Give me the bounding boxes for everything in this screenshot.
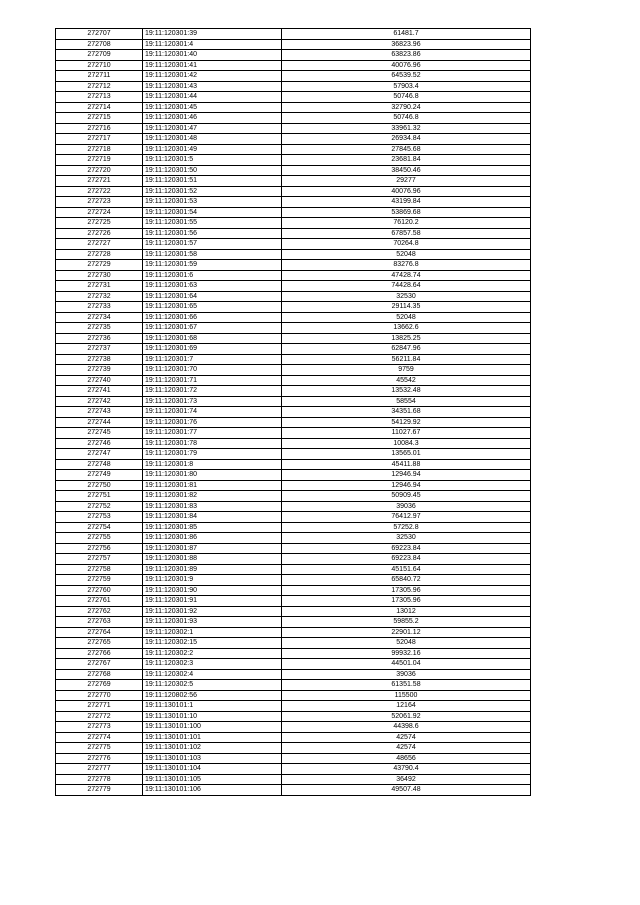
- table-row: [56, 92, 531, 103]
- cadastral-number-cell: 19:11:120301:9: [143, 575, 282, 586]
- row-id-cell: 272776: [56, 753, 143, 764]
- row-id-cell: 272718: [56, 144, 143, 155]
- table-row: [56, 438, 531, 449]
- row-id-cell: 272767: [56, 659, 143, 670]
- cadastral-number-cell: 19:11:120301:77: [143, 428, 282, 439]
- row-id-cell: 272721: [56, 176, 143, 187]
- cadastral-number-cell: 19:11:130101:1: [143, 701, 282, 712]
- cadastral-number-cell: 19:11:120301:82: [143, 491, 282, 502]
- cadastral-number-cell: 19:11:120301:7: [143, 354, 282, 365]
- value-cell: 33961.32: [282, 123, 531, 134]
- cadastral-number-cell: 19:11:120302:5: [143, 680, 282, 691]
- cadastral-number-cell: 19:11:120301:64: [143, 291, 282, 302]
- row-id-cell: 272775: [56, 743, 143, 754]
- value-cell: 13012: [282, 606, 531, 617]
- row-id-cell: 272756: [56, 543, 143, 554]
- table-row: [56, 470, 531, 481]
- row-id-cell: 272732: [56, 291, 143, 302]
- cadastral-number-cell: 19:11:120301:39: [143, 29, 282, 40]
- row-id-cell: 272755: [56, 533, 143, 544]
- row-id-cell: 272771: [56, 701, 143, 712]
- value-cell: 12164: [282, 701, 531, 712]
- cadastral-number-cell: 19:11:120301:73: [143, 396, 282, 407]
- cadastral-number-cell: 19:11:120301:89: [143, 564, 282, 575]
- value-cell: 69223.84: [282, 543, 531, 554]
- cadastral-number-cell: 19:11:130101:101: [143, 732, 282, 743]
- value-cell: 58554: [282, 396, 531, 407]
- value-cell: 23681.84: [282, 155, 531, 166]
- cadastral-number-cell: 19:11:120301:85: [143, 522, 282, 533]
- table-row: [56, 218, 531, 229]
- cadastral-number-cell: 19:11:120301:53: [143, 197, 282, 208]
- cadastral-number-cell: 19:11:120301:58: [143, 249, 282, 260]
- value-cell: 42574: [282, 732, 531, 743]
- value-cell: 52048: [282, 638, 531, 649]
- table-row: [56, 501, 531, 512]
- cadastral-number-cell: 19:11:120301:72: [143, 386, 282, 397]
- table-row: [56, 155, 531, 166]
- cadastral-number-cell: 19:11:120301:6: [143, 270, 282, 281]
- row-id-cell: 272739: [56, 365, 143, 376]
- cadastral-number-cell: 19:11:120301:52: [143, 186, 282, 197]
- table-row: [56, 29, 531, 40]
- value-cell: 26934.84: [282, 134, 531, 145]
- table-row: [56, 764, 531, 775]
- value-cell: 49507.48: [282, 785, 531, 796]
- table-row: [56, 249, 531, 260]
- value-cell: 45411.88: [282, 459, 531, 470]
- table-row: [56, 554, 531, 565]
- value-cell: 45542: [282, 375, 531, 386]
- value-cell: 57903.4: [282, 81, 531, 92]
- value-cell: 69223.84: [282, 554, 531, 565]
- cadastral-number-cell: 19:11:120301:65: [143, 302, 282, 313]
- table-row: [56, 323, 531, 334]
- table-row: [56, 102, 531, 113]
- cadastral-value-table: [55, 28, 531, 796]
- row-id-cell: 272778: [56, 774, 143, 785]
- row-id-cell: 272752: [56, 501, 143, 512]
- row-id-cell: 272723: [56, 197, 143, 208]
- row-id-cell: 272722: [56, 186, 143, 197]
- table-row: [56, 71, 531, 82]
- table-row: [56, 606, 531, 617]
- row-id-cell: 272717: [56, 134, 143, 145]
- cadastral-number-cell: 19:11:120301:51: [143, 176, 282, 187]
- cadastral-number-cell: 19:11:120301:49: [143, 144, 282, 155]
- cadastral-number-cell: 19:11:120301:56: [143, 228, 282, 239]
- row-id-cell: 272724: [56, 207, 143, 218]
- table-row: [56, 375, 531, 386]
- cadastral-number-cell: 19:11:120301:93: [143, 617, 282, 628]
- cadastral-number-cell: 19:11:120301:57: [143, 239, 282, 250]
- row-id-cell: 272751: [56, 491, 143, 502]
- table-row: [56, 669, 531, 680]
- table-row: [56, 81, 531, 92]
- row-id-cell: 272768: [56, 669, 143, 680]
- cadastral-number-cell: 19:11:120301:55: [143, 218, 282, 229]
- value-cell: 45151.64: [282, 564, 531, 575]
- row-id-cell: 272766: [56, 648, 143, 659]
- cadastral-number-cell: 19:11:120301:84: [143, 512, 282, 523]
- table-row: [56, 428, 531, 439]
- table-row: [56, 491, 531, 502]
- row-id-cell: 272753: [56, 512, 143, 523]
- row-id-cell: 272737: [56, 344, 143, 355]
- value-cell: 115500: [282, 690, 531, 701]
- row-id-cell: 272760: [56, 585, 143, 596]
- cadastral-number-cell: 19:11:120301:66: [143, 312, 282, 323]
- value-cell: 52048: [282, 312, 531, 323]
- row-id-cell: 272741: [56, 386, 143, 397]
- value-cell: 65840.72: [282, 575, 531, 586]
- cadastral-number-cell: 19:11:120301:47: [143, 123, 282, 134]
- cadastral-number-cell: 19:11:120301:80: [143, 470, 282, 481]
- row-id-cell: 272764: [56, 627, 143, 638]
- value-cell: 36492: [282, 774, 531, 785]
- value-cell: 63823.86: [282, 50, 531, 61]
- value-cell: 13532.48: [282, 386, 531, 397]
- table-row: [56, 459, 531, 470]
- cadastral-number-cell: 19:11:130101:100: [143, 722, 282, 733]
- row-id-cell: 272712: [56, 81, 143, 92]
- cadastral-number-cell: 19:11:120301:46: [143, 113, 282, 124]
- row-id-cell: 272770: [56, 690, 143, 701]
- row-id-cell: 272733: [56, 302, 143, 313]
- cadastral-number-cell: 19:11:130101:10: [143, 711, 282, 722]
- value-cell: 17305.96: [282, 585, 531, 596]
- value-cell: 62847.96: [282, 344, 531, 355]
- value-cell: 47428.74: [282, 270, 531, 281]
- cadastral-number-cell: 19:11:120301:88: [143, 554, 282, 565]
- row-id-cell: 272713: [56, 92, 143, 103]
- value-cell: 12946.94: [282, 470, 531, 481]
- value-cell: 83276.8: [282, 260, 531, 271]
- value-cell: 42574: [282, 743, 531, 754]
- cadastral-number-cell: 19:11:120301:76: [143, 417, 282, 428]
- table-row: [56, 711, 531, 722]
- value-cell: 39036: [282, 669, 531, 680]
- value-cell: 76120.2: [282, 218, 531, 229]
- row-id-cell: 272749: [56, 470, 143, 481]
- row-id-cell: 272769: [56, 680, 143, 691]
- table-row: [56, 407, 531, 418]
- table-row: [56, 123, 531, 134]
- table-row: [56, 60, 531, 71]
- value-cell: 40076.96: [282, 186, 531, 197]
- row-id-cell: 272772: [56, 711, 143, 722]
- value-cell: 9759: [282, 365, 531, 376]
- row-id-cell: 272746: [56, 438, 143, 449]
- value-cell: 43199.84: [282, 197, 531, 208]
- value-cell: 40076.96: [282, 60, 531, 71]
- table-row: [56, 533, 531, 544]
- value-cell: 76412.97: [282, 512, 531, 523]
- table-row: [56, 564, 531, 575]
- row-id-cell: 272774: [56, 732, 143, 743]
- cadastral-number-cell: 19:11:120301:42: [143, 71, 282, 82]
- cadastral-number-cell: 19:11:120301:44: [143, 92, 282, 103]
- table-row: [56, 197, 531, 208]
- value-cell: 61481.7: [282, 29, 531, 40]
- row-id-cell: 272754: [56, 522, 143, 533]
- value-cell: 10084.3: [282, 438, 531, 449]
- row-id-cell: 272719: [56, 155, 143, 166]
- table-row: [56, 270, 531, 281]
- table-row: [56, 701, 531, 712]
- value-cell: 50746.8: [282, 92, 531, 103]
- cadastral-number-cell: 19:11:120301:45: [143, 102, 282, 113]
- table-row: [56, 617, 531, 628]
- row-id-cell: 272707: [56, 29, 143, 40]
- cadastral-number-cell: 19:11:120301:69: [143, 344, 282, 355]
- cadastral-number-cell: 19:11:120301:79: [143, 449, 282, 460]
- row-id-cell: 272738: [56, 354, 143, 365]
- cadastral-number-cell: 19:11:120302:2: [143, 648, 282, 659]
- cadastral-number-cell: 19:11:120301:59: [143, 260, 282, 271]
- table-row: [56, 50, 531, 61]
- table-row: [56, 312, 531, 323]
- value-cell: 32530: [282, 291, 531, 302]
- cadastral-number-cell: 19:11:120802:56: [143, 690, 282, 701]
- row-id-cell: 272735: [56, 323, 143, 334]
- cadastral-number-cell: 19:11:120301:87: [143, 543, 282, 554]
- table-row: [56, 365, 531, 376]
- cadastral-number-cell: 19:11:130101:104: [143, 764, 282, 775]
- cadastral-number-cell: 19:11:120301:74: [143, 407, 282, 418]
- row-id-cell: 272708: [56, 39, 143, 50]
- table-row: [56, 596, 531, 607]
- value-cell: 70264.8: [282, 239, 531, 250]
- cadastral-number-cell: 19:11:120302:3: [143, 659, 282, 670]
- row-id-cell: 272731: [56, 281, 143, 292]
- value-cell: 13565.01: [282, 449, 531, 460]
- table-row: [56, 417, 531, 428]
- table-row: [56, 333, 531, 344]
- cadastral-number-cell: 19:11:130101:105: [143, 774, 282, 785]
- value-cell: 52061.92: [282, 711, 531, 722]
- row-id-cell: 272742: [56, 396, 143, 407]
- table-row: [56, 386, 531, 397]
- cadastral-number-cell: 19:11:120301:92: [143, 606, 282, 617]
- cadastral-number-cell: 19:11:130101:102: [143, 743, 282, 754]
- table-row: [56, 134, 531, 145]
- table-row: [56, 522, 531, 533]
- table-row: [56, 512, 531, 523]
- cadastral-number-cell: 19:11:120301:86: [143, 533, 282, 544]
- table-row: [56, 690, 531, 701]
- row-id-cell: 272710: [56, 60, 143, 71]
- table-row: [56, 176, 531, 187]
- table-row: [56, 165, 531, 176]
- row-id-cell: 272750: [56, 480, 143, 491]
- row-id-cell: 272730: [56, 270, 143, 281]
- value-cell: 12946.94: [282, 480, 531, 491]
- value-cell: 43790.4: [282, 764, 531, 775]
- row-id-cell: 272761: [56, 596, 143, 607]
- row-id-cell: 272716: [56, 123, 143, 134]
- cadastral-number-cell: 19:11:120301:70: [143, 365, 282, 376]
- row-id-cell: 272743: [56, 407, 143, 418]
- table-row: [56, 543, 531, 554]
- row-id-cell: 272744: [56, 417, 143, 428]
- table-row: [56, 480, 531, 491]
- cadastral-number-cell: 19:11:120301:40: [143, 50, 282, 61]
- table-row: [56, 144, 531, 155]
- table-row: [56, 302, 531, 313]
- table-row: [56, 260, 531, 271]
- cadastral-number-cell: 19:11:120302:1: [143, 627, 282, 638]
- cadastral-number-cell: 19:11:120301:68: [143, 333, 282, 344]
- cadastral-number-cell: 19:11:120301:63: [143, 281, 282, 292]
- value-cell: 59855.2: [282, 617, 531, 628]
- row-id-cell: 272777: [56, 764, 143, 775]
- value-cell: 56211.84: [282, 354, 531, 365]
- cadastral-number-cell: 19:11:120301:71: [143, 375, 282, 386]
- row-id-cell: 272759: [56, 575, 143, 586]
- table-row: [56, 785, 531, 796]
- value-cell: 48656: [282, 753, 531, 764]
- row-id-cell: 272765: [56, 638, 143, 649]
- value-cell: 50746.8: [282, 113, 531, 124]
- cadastral-number-cell: 19:11:120301:48: [143, 134, 282, 145]
- cadastral-number-cell: 19:11:120302:4: [143, 669, 282, 680]
- table-row: [56, 575, 531, 586]
- table-row: [56, 113, 531, 124]
- table-row: [56, 449, 531, 460]
- value-cell: 27845.68: [282, 144, 531, 155]
- value-cell: 54129.92: [282, 417, 531, 428]
- cadastral-number-cell: 19:11:120301:91: [143, 596, 282, 607]
- row-id-cell: 272729: [56, 260, 143, 271]
- row-id-cell: 272736: [56, 333, 143, 344]
- table-row: [56, 774, 531, 785]
- value-cell: 22901.12: [282, 627, 531, 638]
- table-row: [56, 281, 531, 292]
- cadastral-number-cell: 19:11:130101:106: [143, 785, 282, 796]
- value-cell: 17305.96: [282, 596, 531, 607]
- value-cell: 64539.52: [282, 71, 531, 82]
- table-row: [56, 627, 531, 638]
- row-id-cell: 272715: [56, 113, 143, 124]
- table-row: [56, 638, 531, 649]
- row-id-cell: 272773: [56, 722, 143, 733]
- value-cell: 44398.6: [282, 722, 531, 733]
- row-id-cell: 272757: [56, 554, 143, 565]
- cadastral-number-cell: 19:11:120301:8: [143, 459, 282, 470]
- cadastral-number-cell: 19:11:120301:50: [143, 165, 282, 176]
- value-cell: 53869.68: [282, 207, 531, 218]
- row-id-cell: 272745: [56, 428, 143, 439]
- value-cell: 52048: [282, 249, 531, 260]
- row-id-cell: 272725: [56, 218, 143, 229]
- value-cell: 57252.8: [282, 522, 531, 533]
- row-id-cell: 272727: [56, 239, 143, 250]
- row-id-cell: 272740: [56, 375, 143, 386]
- cadastral-number-cell: 19:11:120301:5: [143, 155, 282, 166]
- row-id-cell: 272779: [56, 785, 143, 796]
- row-id-cell: 272763: [56, 617, 143, 628]
- cadastral-number-cell: 19:11:120302:15: [143, 638, 282, 649]
- value-cell: 29277: [282, 176, 531, 187]
- table-row: [56, 39, 531, 50]
- row-id-cell: 272714: [56, 102, 143, 113]
- row-id-cell: 272734: [56, 312, 143, 323]
- value-cell: 32530: [282, 533, 531, 544]
- table-row: [56, 585, 531, 596]
- table-row: [56, 396, 531, 407]
- value-cell: 99932.16: [282, 648, 531, 659]
- cadastral-number-cell: 19:11:120301:78: [143, 438, 282, 449]
- table-row: [56, 743, 531, 754]
- table-row: [56, 228, 531, 239]
- table-row: [56, 659, 531, 670]
- row-id-cell: 272748: [56, 459, 143, 470]
- value-cell: 38450.46: [282, 165, 531, 176]
- table-row: [56, 680, 531, 691]
- cadastral-number-cell: 19:11:120301:4: [143, 39, 282, 50]
- value-cell: 44501.04: [282, 659, 531, 670]
- table-row: [56, 239, 531, 250]
- cadastral-number-cell: 19:11:120301:90: [143, 585, 282, 596]
- cadastral-number-cell: 19:11:120301:81: [143, 480, 282, 491]
- row-id-cell: 272709: [56, 50, 143, 61]
- table-row: [56, 207, 531, 218]
- table-row: [56, 291, 531, 302]
- value-cell: 13662.6: [282, 323, 531, 334]
- row-id-cell: 272758: [56, 564, 143, 575]
- row-id-cell: 272762: [56, 606, 143, 617]
- row-id-cell: 272720: [56, 165, 143, 176]
- table-row: [56, 354, 531, 365]
- cadastral-number-cell: 19:11:120301:83: [143, 501, 282, 512]
- table-row: [56, 722, 531, 733]
- cadastral-number-cell: 19:11:120301:54: [143, 207, 282, 218]
- cadastral-number-cell: 19:11:120301:43: [143, 81, 282, 92]
- row-id-cell: 272728: [56, 249, 143, 260]
- value-cell: 39036: [282, 501, 531, 512]
- value-cell: 32790.24: [282, 102, 531, 113]
- value-cell: 61351.58: [282, 680, 531, 691]
- cadastral-number-cell: 19:11:120301:41: [143, 60, 282, 71]
- value-cell: 11027.67: [282, 428, 531, 439]
- table-row: [56, 753, 531, 764]
- cadastral-number-cell: 19:11:120301:67: [143, 323, 282, 334]
- table-row: [56, 648, 531, 659]
- value-cell: 29114.35: [282, 302, 531, 313]
- table-row: [56, 186, 531, 197]
- cadastral-number-cell: 19:11:130101:103: [143, 753, 282, 764]
- value-cell: 67857.58: [282, 228, 531, 239]
- table-row: [56, 732, 531, 743]
- table-body: [56, 29, 531, 796]
- value-cell: 13825.25: [282, 333, 531, 344]
- value-cell: 34351.68: [282, 407, 531, 418]
- row-id-cell: 272711: [56, 71, 143, 82]
- value-cell: 50909.45: [282, 491, 531, 502]
- table-row: [56, 344, 531, 355]
- value-cell: 36823.96: [282, 39, 531, 50]
- row-id-cell: 272726: [56, 228, 143, 239]
- row-id-cell: 272747: [56, 449, 143, 460]
- value-cell: 74428.64: [282, 281, 531, 292]
